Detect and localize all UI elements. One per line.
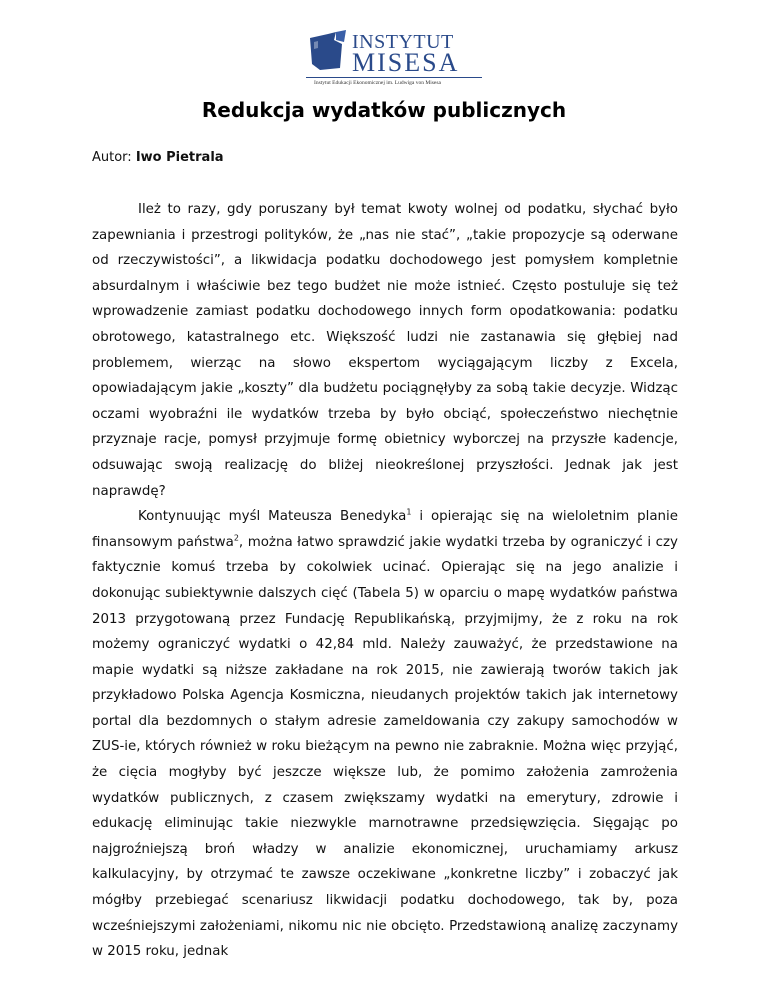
footnote-ref-2[interactable]: 2 bbox=[233, 533, 239, 543]
logo-tagline: Instytut Edukacji Ekonomicznej im. Ludwiga von Misesa bbox=[314, 80, 441, 86]
logo-emblem-icon bbox=[306, 28, 350, 78]
document-body bbox=[92, 197, 678, 965]
logo-divider bbox=[306, 77, 482, 78]
document-title: Redukcja wydatków publicznych bbox=[201, 98, 567, 122]
paragraph-2-text-b: i opierając się na wieloletnim planie finansowym państwa bbox=[92, 509, 678, 550]
logo-line2: MISESA bbox=[352, 48, 460, 77]
paragraph-1: Ileż to razy, gdy poruszany był temat kwoty wolnej od podatku, słychać było zapewniania i przestrogi polityków, że „nas nie stać”, „takie propozycje są oderwane od rzeczywistości”, a likwidacja podatku dochodowego jest pomysłem kompletnie absurdalnym i właściwie bez tego budżet nie może istnieć. Często postuluje się też wprowadzenie zamiast podatku dochodowego innych form opodatkowania: podatku obrotowego, katastralnego etc. Większość ludzi nie zastanawia się głębiej nad problemem, wierząc na słowo ekspertom wyciągającym liczby z Excela, opowiadającym jakie „koszty” dla budżetu pociągnęłyby za sobą takie decyzje. Widząc oczami wyobraźni ile wydatków trzeba by było obciąć, społeczeństwo niechętnie przyznaje racje, pomysł przyjmuje formę obietnicy wyborczej na przyszłe kadencje, odsuwając swoją realizację do bliżej nieokreślonej przyszłości. Jednak jak jest naprawdę? bbox=[92, 202, 678, 499]
instytut-misesa-logo bbox=[306, 28, 482, 84]
footnote-ref-1[interactable]: 1 bbox=[406, 507, 412, 517]
paragraph-2 bbox=[92, 504, 678, 965]
logo-line1: INSTYTUT bbox=[352, 31, 454, 53]
paragraph-2-text-c: , można łatwo sprawdzić jakie wydatki trzeba by ograniczyć i czy faktycznie komuś trzeba by cokolwiek ucinać. Opierając się na jego analizie i dokonując subiektywnie dalszych cięć (Tabela 5) w oparciu o mapę wydatków państwa 2013 przygotowaną przez Fundację Republikańską, przyjmijmy, że z roku na rok możemy ograniczyć wydatki o 42,84 mld. Należy zauważyć, że przedstawione na mapie wydatki są niższe zakładane na rok 2015, nie zawierają tworów takich jak przykładowo Polska Agencja Kosmiczna, nieudanych projektów takich jak internetowy portal dla bezdomnych o stałym adresie zameldowania czy zakupy samochodów w ZUS-ie, których również w roku bieżącym na pewno nie zabraknie. Można więc przyjąć, że cięcia mogłyby być jeszcze większe lub, że pomimo założenia zamrożenia wydatków publicznych, z czasem zwiększamy wydatki na emerytury, zdrowie i edukację eliminując takie niezwykle marnotrawne przedsięwzięcia. Sięgając po najgroźniejszą broń władzy w analizie ekonomicznej, uruchamiamy arkusz kalkulacyjny, by otrzymać te zawsze oczekiwane „konkretne liczby” i zobaczyć jak mógłby przebiegać scenariusz likwidacji podatku dochodowego, tak by, poza wcześniejszymi założeniami, nikomu nic nie obcięto. Przedstawioną analizę zaczynamy w 2015 roku, jednak bbox=[92, 534, 678, 960]
author-line bbox=[92, 148, 224, 168]
paragraph-2-text-a: Kontynuując myśl Mateusza Benedyka bbox=[138, 509, 407, 525]
author-name: Iwo Pietrala bbox=[135, 150, 224, 165]
author-label: Autor: bbox=[92, 150, 132, 165]
